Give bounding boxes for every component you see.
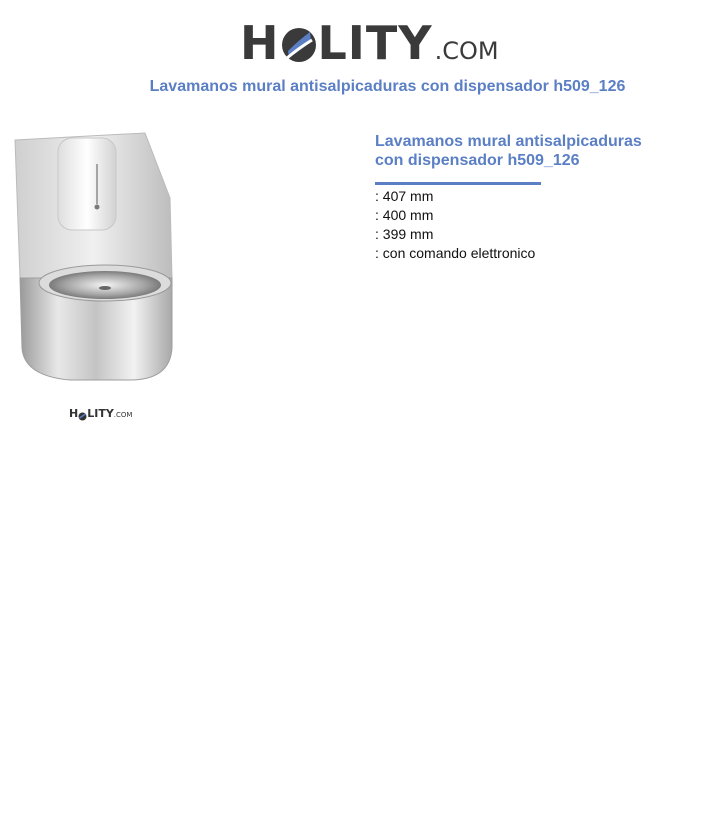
logo-o-icon	[280, 18, 318, 68]
product-info	[375, 132, 675, 263]
mini-logo-suffix: LITY	[87, 407, 114, 420]
image-watermark-logo	[69, 405, 132, 421]
product-title-line1: Lavamanos mural antisalpicaduras	[375, 133, 642, 150]
spec-item: : 399 mm	[375, 226, 434, 242]
spec-item: : con comando elettronico	[375, 245, 536, 261]
spec-item: : 407 mm	[375, 188, 434, 204]
logo-prefix: H	[240, 16, 280, 70]
logo-domain: .COM	[434, 37, 499, 65]
logo-suffix: LITY	[317, 16, 433, 70]
product-title-line2: con dispensador h509_126	[375, 152, 580, 169]
spec-item: : 400 mm	[375, 207, 434, 223]
page-title: Lavamanos mural antisalpicaduras con dispensador h509_126	[149, 78, 626, 95]
product-title	[375, 132, 675, 170]
mini-logo-domain: .COM	[113, 411, 133, 419]
product-image	[10, 128, 180, 388]
mini-logo-prefix: H	[69, 407, 79, 420]
title-divider	[375, 182, 541, 185]
mini-logo-o-icon	[78, 409, 87, 421]
brand-logo	[240, 12, 499, 70]
spec-list	[375, 187, 675, 263]
